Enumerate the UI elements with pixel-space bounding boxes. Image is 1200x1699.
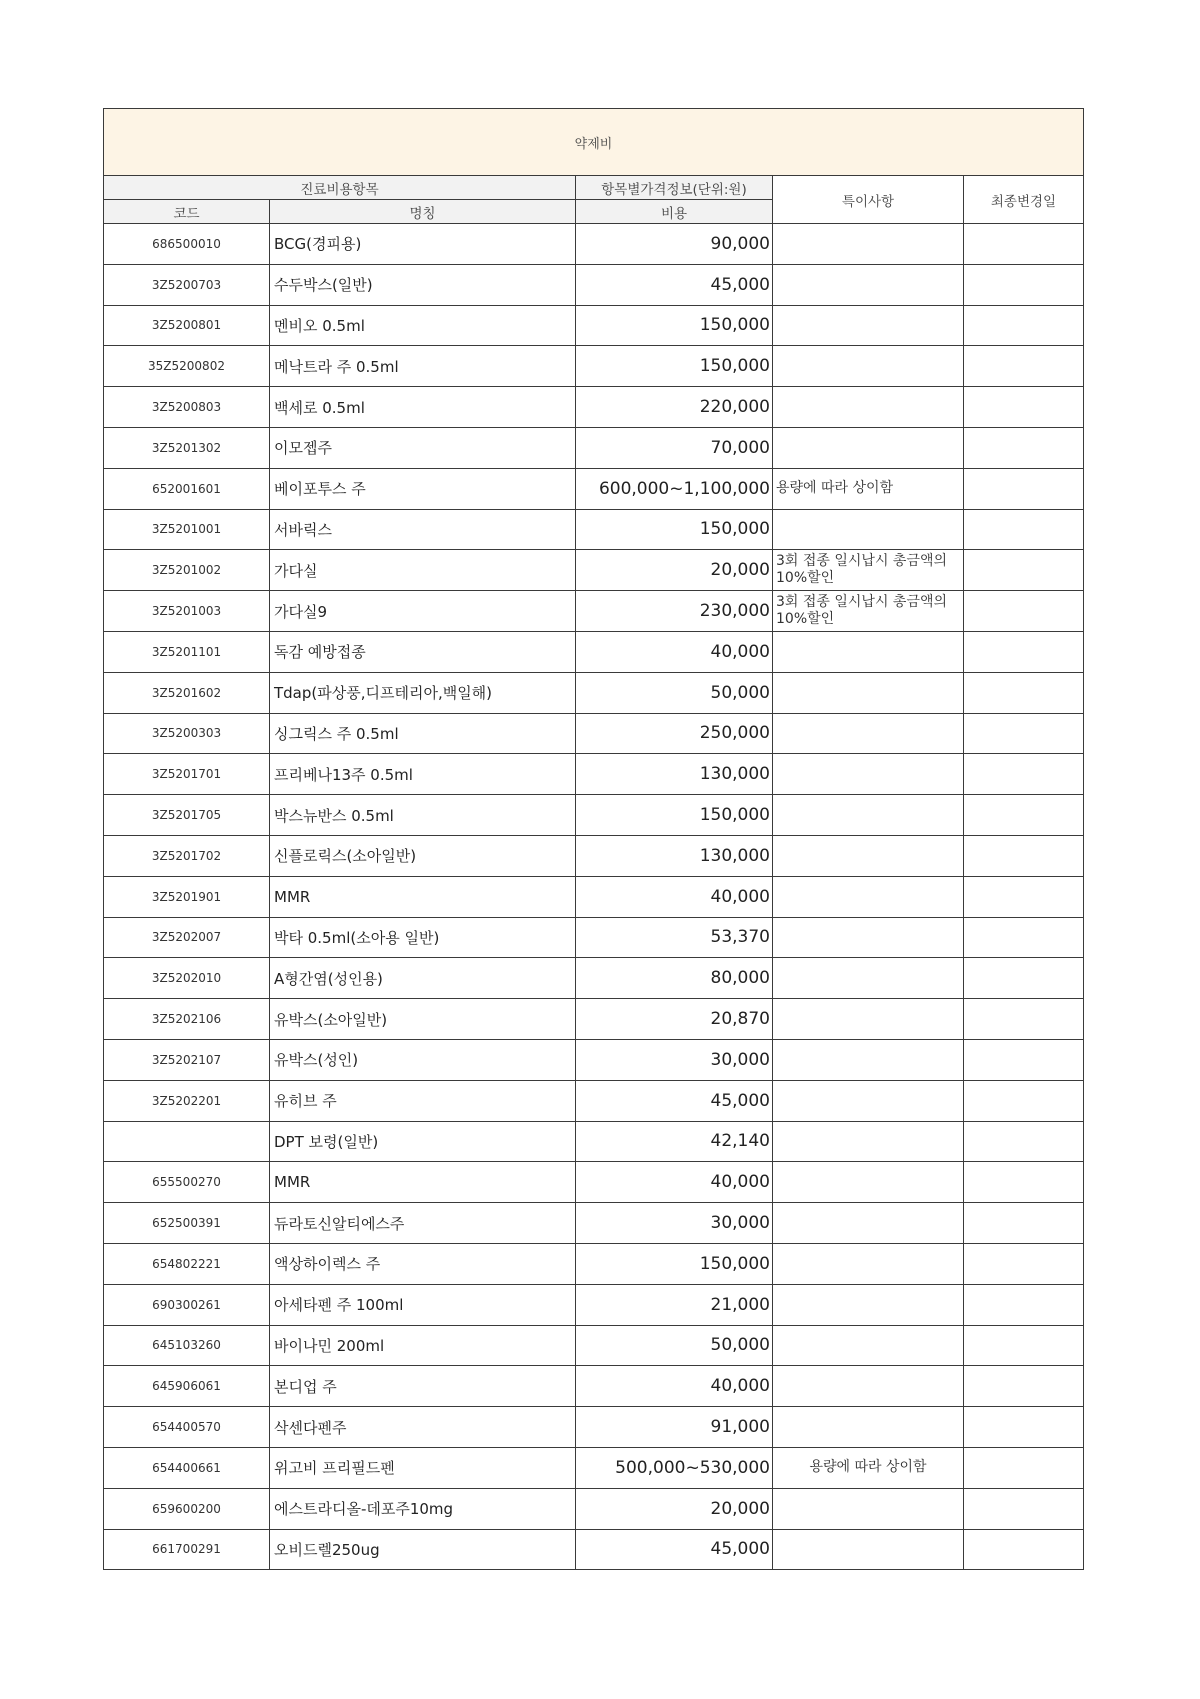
cell-price: 150,000 [576,1243,773,1284]
cell-code: 3Z5200303 [104,713,270,754]
cell-note [773,346,964,387]
cell-date [964,305,1084,346]
cell-name: 듀라토신알티에스주 [270,1203,576,1244]
cell-code: 659600200 [104,1488,270,1529]
cell-price: 21,000 [576,1284,773,1325]
cell-date [964,1325,1084,1366]
cell-note [773,1284,964,1325]
cell-price: 70,000 [576,427,773,468]
cell-name: 수두박스(일반) [270,264,576,305]
header-note: 특이사항 [773,176,964,224]
cell-code: 3Z5201705 [104,795,270,836]
cell-name: 박스뉴반스 0.5ml [270,795,576,836]
cell-date [964,591,1084,632]
cell-price: 20,000 [576,550,773,591]
cell-code: 654802221 [104,1243,270,1284]
cell-price: 40,000 [576,1366,773,1407]
cell-code: 645103260 [104,1325,270,1366]
table-row [104,550,1084,591]
table-row [104,468,1084,509]
table-row [104,346,1084,387]
cell-name: 독감 예방접종 [270,631,576,672]
cell-name: 가다실 [270,550,576,591]
cell-name: A형간염(성인용) [270,958,576,999]
table-row [104,1366,1084,1407]
cell-price: 150,000 [576,346,773,387]
table-row [104,1407,1084,1448]
cell-note [773,1162,964,1203]
cell-date [964,427,1084,468]
table-row [104,1039,1084,1080]
table-row [104,1447,1084,1488]
cell-price: 230,000 [576,591,773,632]
header-date: 최종변경일 [964,176,1084,224]
cell-note [773,835,964,876]
table-row [104,305,1084,346]
cell-code: 3Z5201702 [104,835,270,876]
cell-date [964,1407,1084,1448]
cell-date [964,631,1084,672]
cell-date [964,1447,1084,1488]
table-row [104,999,1084,1040]
cell-price: 150,000 [576,305,773,346]
cell-price: 30,000 [576,1039,773,1080]
table-row [104,958,1084,999]
cell-note [773,264,964,305]
cell-note [773,1080,964,1121]
cell-note: 용량에 따라 상이함 [773,468,964,509]
cell-price: 91,000 [576,1407,773,1448]
table-row [104,876,1084,917]
cell-name: 본디업 주 [270,1366,576,1407]
price-table [103,108,1084,1570]
cell-name: 삭센다펜주 [270,1407,576,1448]
table-row [104,917,1084,958]
cell-name: MMR [270,876,576,917]
cell-name: 신플로릭스(소아일반) [270,835,576,876]
cell-price: 45,000 [576,1529,773,1570]
cell-code: 3Z5201101 [104,631,270,672]
cell-name: 베이포투스 주 [270,468,576,509]
cell-note [773,1121,964,1162]
header-item-group: 진료비용항목 [104,176,576,200]
cell-code: 3Z5201701 [104,754,270,795]
cell-price: 50,000 [576,1325,773,1366]
table-row [104,631,1084,672]
cell-note [773,305,964,346]
cell-date [964,264,1084,305]
cell-date [964,1080,1084,1121]
cell-date [964,754,1084,795]
cell-note [773,1203,964,1244]
cell-name: 싱그릭스 주 0.5ml [270,713,576,754]
table-row [104,224,1084,265]
cell-name: 유박스(성인) [270,1039,576,1080]
table-row [104,1488,1084,1529]
cell-code: 3Z5202107 [104,1039,270,1080]
cell-date [964,468,1084,509]
table-row [104,1121,1084,1162]
table-row [104,1284,1084,1325]
cell-date [964,1121,1084,1162]
cell-code: 35Z5200802 [104,346,270,387]
cell-note [773,1529,964,1570]
cell-note [773,754,964,795]
cell-code: 686500010 [104,224,270,265]
cell-date [964,224,1084,265]
cell-date [964,672,1084,713]
cell-code: 652001601 [104,468,270,509]
cell-date [964,509,1084,550]
cell-date [964,1284,1084,1325]
cell-price: 45,000 [576,264,773,305]
table-row [104,672,1084,713]
cell-date [964,1529,1084,1570]
table-row [104,713,1084,754]
cell-name: MMR [270,1162,576,1203]
cell-code: 645906061 [104,1366,270,1407]
cell-name: 백세로 0.5ml [270,387,576,428]
table-row [104,591,1084,632]
cell-note [773,1243,964,1284]
cell-price: 150,000 [576,795,773,836]
table-row [104,795,1084,836]
cell-name: 유히브 주 [270,1080,576,1121]
cell-date [964,1243,1084,1284]
cell-price: 42,140 [576,1121,773,1162]
cell-name: 멘비오 0.5ml [270,305,576,346]
cell-price: 500,000~530,000 [576,1447,773,1488]
cell-name: 유박스(소아일반) [270,999,576,1040]
cell-code [104,1121,270,1162]
cell-note [773,958,964,999]
cell-price: 250,000 [576,713,773,754]
cell-code: 3Z5201002 [104,550,270,591]
cell-name: Tdap(파상풍,디프테리아,백일해) [270,672,576,713]
cell-date [964,1162,1084,1203]
cell-note [773,631,964,672]
table-row [104,1529,1084,1570]
cell-price: 53,370 [576,917,773,958]
cell-name: 바이나민 200ml [270,1325,576,1366]
cell-note [773,224,964,265]
cell-date [964,795,1084,836]
table-row [104,264,1084,305]
cell-code: 3Z5202010 [104,958,270,999]
cell-price: 130,000 [576,754,773,795]
cell-name: 서바릭스 [270,509,576,550]
header-name: 명칭 [270,200,576,224]
cell-code: 690300261 [104,1284,270,1325]
cell-price: 20,000 [576,1488,773,1529]
table-row [104,427,1084,468]
cell-name: 위고비 프리필드펜 [270,1447,576,1488]
cell-note [773,427,964,468]
cell-price: 40,000 [576,631,773,672]
cell-code: 3Z5201302 [104,427,270,468]
cell-date [964,1203,1084,1244]
cell-code: 652500391 [104,1203,270,1244]
table-row [104,1325,1084,1366]
cell-date [964,346,1084,387]
table-row [104,387,1084,428]
cell-price: 80,000 [576,958,773,999]
cell-date [964,835,1084,876]
cell-note [773,713,964,754]
cell-date [964,917,1084,958]
cell-date [964,1366,1084,1407]
cell-date [964,999,1084,1040]
cell-name: 가다실9 [270,591,576,632]
cell-price: 30,000 [576,1203,773,1244]
cell-code: 3Z5200803 [104,387,270,428]
cell-price: 40,000 [576,876,773,917]
table-row [104,509,1084,550]
cell-price: 50,000 [576,672,773,713]
cell-code: 3Z5202106 [104,999,270,1040]
table-row [104,1203,1084,1244]
cell-price: 150,000 [576,509,773,550]
cell-name: 액상하이렉스 주 [270,1243,576,1284]
cell-name: 아세타펜 주 100ml [270,1284,576,1325]
cell-name: 에스트라디올-데포주10mg [270,1488,576,1529]
cell-name: 박타 0.5ml(소아용 일반) [270,917,576,958]
cell-code: 3Z5201003 [104,591,270,632]
cell-note [773,876,964,917]
cell-date [964,876,1084,917]
cell-note [773,672,964,713]
table-row [104,1243,1084,1284]
cell-note: 용량에 따라 상이함 [773,1447,964,1488]
cell-code: 654400661 [104,1447,270,1488]
cell-code: 3Z5201602 [104,672,270,713]
cell-note [773,1039,964,1080]
cell-name: DPT 보령(일반) [270,1121,576,1162]
cell-name: BCG(경피용) [270,224,576,265]
cell-note [773,387,964,428]
cell-code: 3Z5201901 [104,876,270,917]
cell-note [773,795,964,836]
cell-note [773,1407,964,1448]
cell-note [773,999,964,1040]
cell-code: 661700291 [104,1529,270,1570]
table-row [104,754,1084,795]
cell-note [773,1488,964,1529]
header-code: 코드 [104,200,270,224]
cell-code: 3Z5202007 [104,917,270,958]
cell-name: 이모젭주 [270,427,576,468]
cell-date [964,1039,1084,1080]
cell-date [964,550,1084,591]
table-row [104,835,1084,876]
cell-price: 45,000 [576,1080,773,1121]
cell-code: 3Z5200703 [104,264,270,305]
cell-price: 20,870 [576,999,773,1040]
cell-code: 654400570 [104,1407,270,1448]
cell-note [773,509,964,550]
table-title: 약제비 [104,109,1084,176]
cell-price: 90,000 [576,224,773,265]
header-price-group: 항목별가격정보(단위:원) [576,176,773,200]
cell-code: 3Z5201001 [104,509,270,550]
cell-note: 3회 접종 일시납시 총금액의 10%할인 [773,591,964,632]
cell-note [773,1325,964,1366]
cell-note: 3회 접종 일시납시 총금액의 10%할인 [773,550,964,591]
cell-date [964,1488,1084,1529]
cell-price: 130,000 [576,835,773,876]
cell-date [964,387,1084,428]
cell-note [773,1366,964,1407]
cell-code: 3Z5202201 [104,1080,270,1121]
cell-price: 40,000 [576,1162,773,1203]
cell-date [964,958,1084,999]
cell-name: 오비드렐250ug [270,1529,576,1570]
cell-code: 655500270 [104,1162,270,1203]
cell-date [964,713,1084,754]
table-row [104,1162,1084,1203]
cell-name: 메낙트라 주 0.5ml [270,346,576,387]
cell-note [773,917,964,958]
cell-price: 600,000~1,100,000 [576,468,773,509]
cell-name: 프리베나13주 0.5ml [270,754,576,795]
cell-price: 220,000 [576,387,773,428]
cell-code: 3Z5200801 [104,305,270,346]
header-cost: 비용 [576,200,773,224]
table-row [104,1080,1084,1121]
